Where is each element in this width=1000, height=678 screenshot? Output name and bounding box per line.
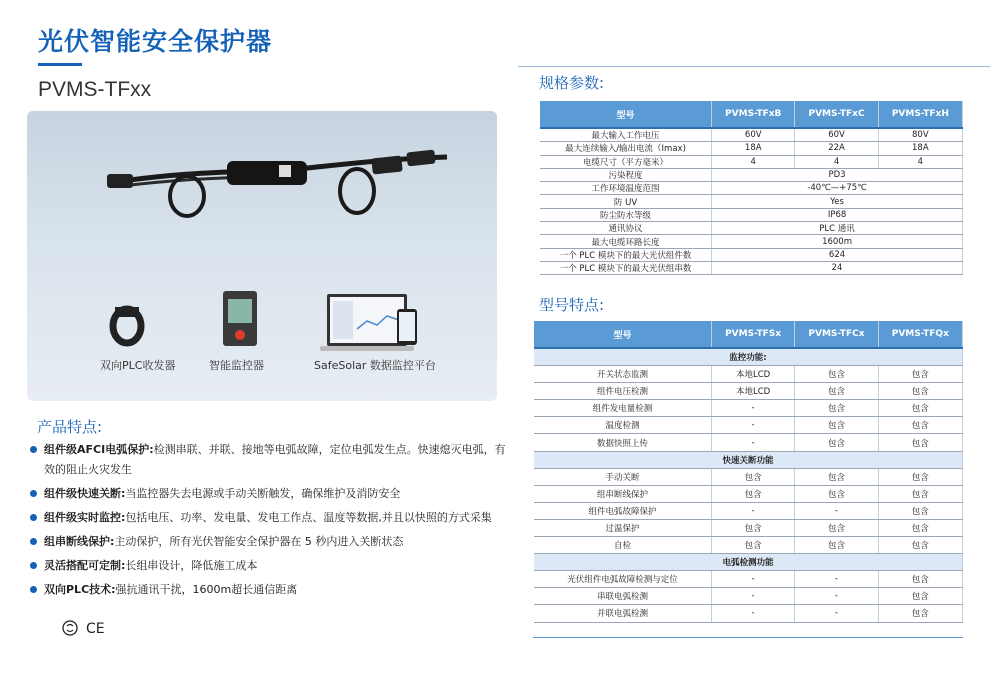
table-row [534, 383, 963, 400]
caption-transceiver: 双向PLC收发器 [100, 359, 176, 372]
cell: 包含 [878, 537, 962, 554]
feature-item [30, 556, 510, 576]
bullet-icon [30, 562, 37, 569]
cell: 包含 [878, 571, 962, 588]
feature-title: 双向PLC技术: [44, 583, 116, 596]
table-row [534, 605, 963, 622]
table-row [534, 400, 963, 417]
table-row [534, 485, 963, 502]
cell: 包含 [878, 417, 962, 434]
table-row [540, 128, 963, 142]
row-label: 最大电缆环路长度 [540, 235, 712, 248]
row-label: 组件发电量检测 [534, 400, 711, 417]
page-title: 光伏智能安全保护器 [38, 27, 273, 56]
row-label: 一个 PLC 模块下的最大光伏组件数 [540, 248, 712, 261]
caption-monitor: 智能监控器 [209, 359, 264, 372]
row-label: 自检 [534, 537, 711, 554]
row-label: 最大连续输入/输出电流（Imax) [540, 142, 712, 155]
header-cell: PVMS-TFCx [795, 321, 878, 348]
cell: 包含 [878, 468, 962, 485]
cell: 18A [712, 142, 795, 155]
cell: - [711, 605, 794, 622]
specs-table [540, 101, 963, 275]
cell: 包含 [878, 519, 962, 536]
feature-title: 组件级实时监控: [44, 511, 126, 524]
feature-title: 组件级快速关断: [44, 487, 126, 500]
table-row [540, 208, 963, 221]
table-row [534, 434, 963, 451]
row-label: 温度检测 [534, 417, 711, 434]
group-label: 电弧检测功能 [534, 554, 963, 571]
feature-item [30, 440, 510, 480]
row-label: 光伏组件电弧故障检测与定位 [534, 571, 711, 588]
table-row [540, 222, 963, 235]
table-row [540, 248, 963, 261]
table-row [534, 571, 963, 588]
row-label: 组串断线保护 [534, 485, 711, 502]
cell: 624 [712, 248, 963, 261]
feature-text: 包括电压、功率、发电量、发电工作点、温度等数据,并且以快照的方式采集 [125, 511, 492, 524]
features-heading: 产品特点: [37, 418, 103, 436]
cell: 4 [712, 155, 795, 168]
cell: 包含 [711, 537, 794, 554]
table-row [534, 519, 963, 536]
row-label: 开关状态监测 [534, 366, 711, 383]
cell: 包含 [711, 519, 794, 536]
cell: 包含 [795, 400, 878, 417]
cell: 包含 [795, 434, 878, 451]
table-header-row [540, 101, 963, 128]
cell: 1600m [712, 235, 963, 248]
cell: - [711, 434, 794, 451]
cell: 60V [795, 128, 878, 142]
feature-text: 检测串联、并联、接地等电弧故障，定位电弧发生点。快速熄灭电弧，有效的阻止火灾发生 [44, 443, 506, 476]
row-label: 组件电压检测 [534, 383, 711, 400]
header-cell: PVMS-TFxH [878, 101, 962, 128]
cell: 包含 [878, 485, 962, 502]
row-label: 污染程度 [540, 168, 712, 181]
table-row [540, 142, 963, 155]
bullet-icon [30, 446, 37, 453]
feature-item [30, 532, 510, 552]
cell: 包含 [878, 383, 962, 400]
bullet-icon [30, 586, 37, 593]
row-label: 过温保护 [534, 519, 711, 536]
table-row [534, 537, 963, 554]
cell: 本地LCD [711, 383, 794, 400]
cell: 80V [878, 128, 962, 142]
header-cell: 型号 [534, 321, 711, 348]
feature-title: 组串断线保护: [44, 535, 115, 548]
row-label: 工作环境温度范围 [540, 182, 712, 195]
table-row [534, 417, 963, 434]
row-label: 最大输入工作电压 [540, 128, 712, 142]
feature-text: 当监控器失去电源或手动关断触发，确保维护及消防安全 [125, 487, 401, 500]
models-table [534, 321, 963, 623]
group-row [534, 554, 963, 571]
cell: - [795, 588, 878, 605]
feature-item [30, 484, 510, 504]
row-label: 电缆尺寸（平方毫米） [540, 155, 712, 168]
cell: 本地LCD [711, 366, 794, 383]
row-label: 并联电弧检测 [534, 605, 711, 622]
bullet-icon [30, 514, 37, 521]
cell: 包含 [795, 366, 878, 383]
header-cell: PVMS-TFxC [795, 101, 878, 128]
model-name: PVMS-TFxx [38, 78, 152, 101]
feature-text: 强抗通讯干扰，1600m超长通信距离 [115, 583, 298, 596]
cell: 包含 [711, 485, 794, 502]
cell: 4 [878, 155, 962, 168]
header-cell: 型号 [540, 101, 712, 128]
cell: 包含 [878, 502, 962, 519]
table-row [534, 366, 963, 383]
feature-text: 长组串设计，降低施工成本 [125, 559, 258, 572]
cell: 包含 [878, 588, 962, 605]
feature-title: 灵活搭配可定制: [44, 559, 126, 572]
table-row [540, 155, 963, 168]
table-row [540, 235, 963, 248]
cell: 4 [795, 155, 878, 168]
table-row [540, 195, 963, 208]
row-label: 串联电弧检测 [534, 588, 711, 605]
row-label: 一个 PLC 模块下的最大光伏组串数 [540, 261, 712, 274]
table-row [534, 468, 963, 485]
header-divider [518, 66, 990, 67]
row-label: 组件电弧故障保护 [534, 502, 711, 519]
table-header-row [534, 321, 963, 348]
cell: Yes [712, 195, 963, 208]
cell: - [711, 400, 794, 417]
table-row [534, 588, 963, 605]
models-heading: 型号特点: [539, 296, 605, 314]
cell: 包含 [795, 537, 878, 554]
product-image-panel [27, 111, 497, 401]
cell: PLC 通讯 [712, 222, 963, 235]
table-row [534, 502, 963, 519]
row-label: 通讯协议 [540, 222, 712, 235]
cell: - [795, 605, 878, 622]
cell: 包含 [795, 519, 878, 536]
table-row [540, 182, 963, 195]
row-label: 防尘防水等级 [540, 208, 712, 221]
row-label: 防 UV [540, 195, 712, 208]
cell: 包含 [795, 485, 878, 502]
cell: 包含 [795, 468, 878, 485]
cell: - [795, 502, 878, 519]
cell: - [711, 417, 794, 434]
group-label: 快速关断功能 [534, 451, 963, 468]
feature-title: 组件级AFCI电弧保护: [44, 443, 154, 456]
cell: -40℃—+75℃ [712, 182, 963, 195]
title-underline [38, 63, 82, 66]
ce-mark: CE [86, 621, 105, 637]
table-row [540, 168, 963, 181]
cell: 包含 [795, 417, 878, 434]
cell: - [711, 502, 794, 519]
cell: 22A [795, 142, 878, 155]
header-cell: PVMS-TFQx [878, 321, 962, 348]
group-row [534, 451, 963, 468]
cell: 24 [712, 261, 963, 274]
specs-heading: 规格参数: [539, 74, 605, 92]
cell: 包含 [878, 400, 962, 417]
bullet-icon [30, 490, 37, 497]
cell: 18A [878, 142, 962, 155]
cell: 包含 [711, 468, 794, 485]
row-label: 数据快照上传 [534, 434, 711, 451]
cell: PD3 [712, 168, 963, 181]
group-row [534, 348, 963, 366]
cell: 包含 [878, 434, 962, 451]
header-cell: PVMS-TFxB [712, 101, 795, 128]
feature-item [30, 508, 510, 528]
cell: - [711, 588, 794, 605]
feature-text: 主动保护，所有光伏智能安全保护器在 5 秒内进入关断状态 [114, 535, 404, 548]
cell: 包含 [878, 366, 962, 383]
cell: - [711, 571, 794, 588]
header-cell: PVMS-TFSx [711, 321, 794, 348]
bottom-divider [533, 637, 963, 638]
caption-platform: SafeSolar 数据监控平台 [314, 359, 436, 372]
cell: 包含 [878, 605, 962, 622]
bullet-icon [30, 538, 37, 545]
features-list [30, 440, 510, 604]
cell: - [795, 571, 878, 588]
cell: IP68 [712, 208, 963, 221]
row-label: 手动关断 [534, 468, 711, 485]
table-row [540, 261, 963, 274]
cell: 包含 [795, 383, 878, 400]
feature-item [30, 580, 510, 600]
cell: 60V [712, 128, 795, 142]
group-label: 监控功能: [534, 348, 963, 366]
csa-cert-icon [62, 620, 78, 636]
